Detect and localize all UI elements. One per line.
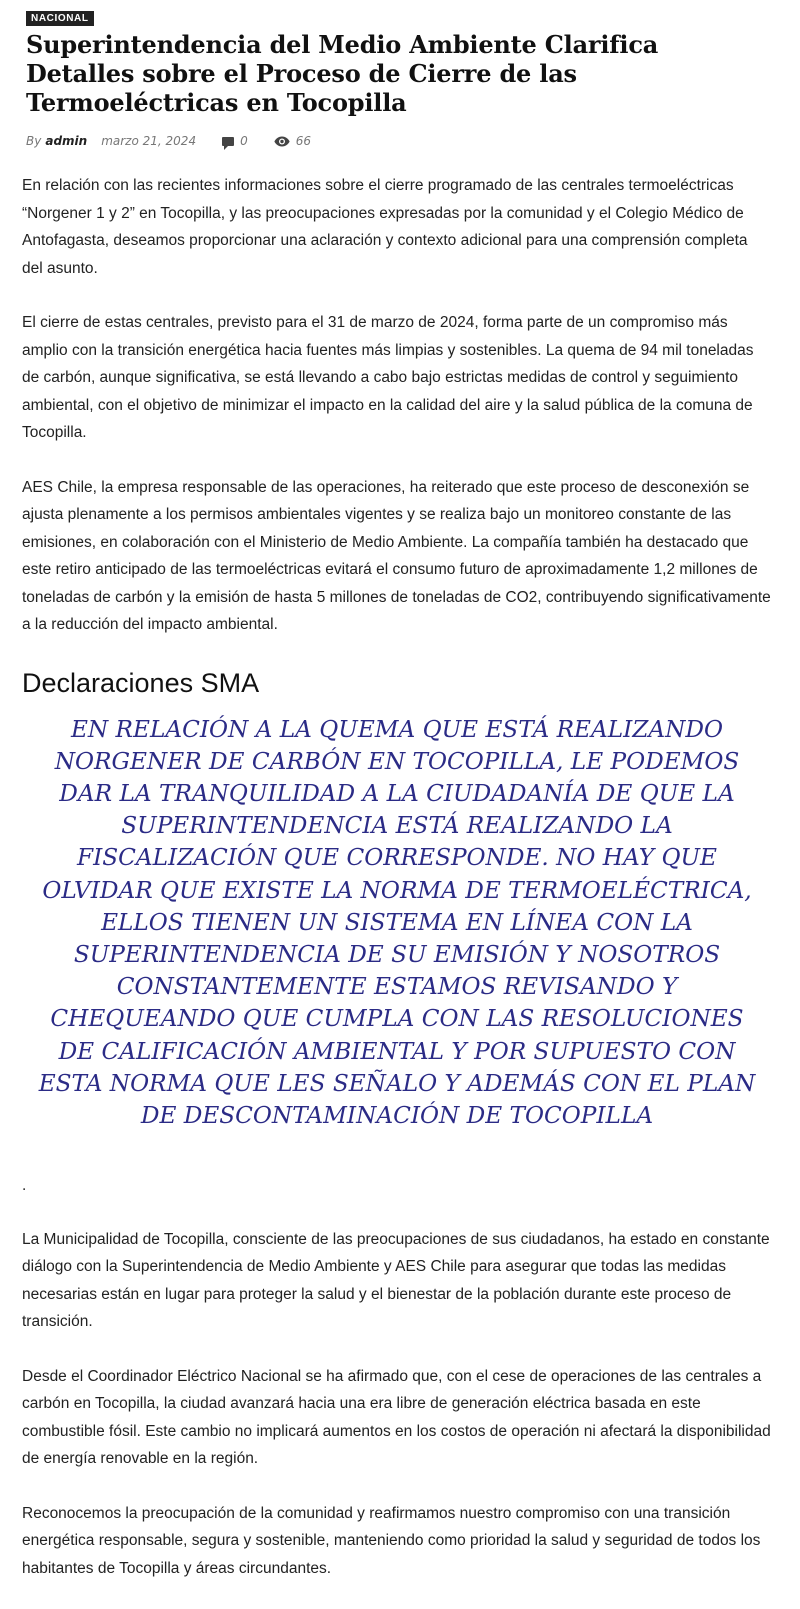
paragraph-intro-1: En relación con las recientes informaciones sobre el cierre programado de las centrales termoeléctricas “Norgener 1 y 2” en Tocopilla, y las preocupaciones expresadas por la comunidad y el Colegio Médico de Antofagasta, deseamos proporcionar una aclaración y contexto adicional para una comprensión completa del asunto. xyxy=(22,177,748,277)
pull-quote: EN RELACIÓN A LA QUEMA QUE ESTÁ REALIZANDO NORGENER DE CARBÓN EN TOCOPILLA, LE PODEMOS DAR LA TRANQUILIDAD A LA CIUDADANÍA DE QUE LA SUPERINTENDENCIA ESTÁ REALIZANDO LA FISCALIZACIÓN QUE CORRESPONDE. NO HAY QUE OLVIDAR QUE EXISTE LA NORMA DE TERMOELÉCTRICA, ELLOS TIENEN UN SISTEMA EN LÍNEA CON LA SUPERINTENDENCIA DE SU EMISIÓN Y NOSOTROS CONSTANTEMENTE ESTAMOS REVISANDO Y CHEQUEANDO QUE CUMPLA CON LAS RESOLUCIONES DE CALIFICACIÓN AMBIENTAL Y POR SUPUESTO CON ESTA NORMA QUE LES SEÑALO Y ADEMÁS CON EL PLAN DE DESCONTAMINACIÓN DE TOCOPILLA xyxy=(38,715,756,1129)
views-count: 66 xyxy=(295,134,311,148)
author-link[interactable]: admin xyxy=(45,134,88,148)
publish-date: marzo 21, 2024 xyxy=(101,134,197,148)
paragraph-closing-2: Desde el Coordinador Eléctrico Nacional se ha afirmado que, con el cese de operaciones de las centrales a carbón en Tocopilla, la ciudad avanzará hacia una era libre de generación eléctrica basada en este combustible fósil. Este cambio no implicará aumentos en los costos de operación ni afectará la disponibilidad de energía renovable en la región. xyxy=(22,1367,771,1468)
paragraph-intro-2: El cierre de estas centrales, previsto para el 31 de marzo de 2024, forma parte de un compromiso más amplio con la transición energética hacia fuentes más limpias y sostenibles. La quema de 94 mil toneladas de carbón, aunque significativa, se está llevando a cabo bajo estrictas medidas de control y seguimiento ambiental, con el objetivo de minimizar el impacto en la calidad del aire y la salud pública de la comuna de Tocopilla. xyxy=(22,314,754,441)
paragraph-closing-3: Reconocemos la preocupación de la comunidad y reafirmamos nuestro compromiso con una transición energética responsable, segura y sostenible, manteniendo como prioridad la salud y seguridad de todos los habitantes de Tocopilla y áreas circundantes. xyxy=(22,1504,761,1577)
category-badge[interactable]: NACIONAL xyxy=(26,11,94,26)
by-label: By xyxy=(26,134,42,148)
comment-bubble-icon[interactable] xyxy=(222,137,234,146)
paragraph-intro-3: AES Chile, la empresa responsable de las operaciones, ha reiterado que este proceso de desconexión se ajusta plenamente a los permisos ambientales vigentes y se realiza bajo un monitoreo constante de las emisiones, en colaboración con el Ministerio de Medio Ambiente. La compañía también ha destacado que este retiro anticipado de las termoeléctricas evitará el consumo futuro de aproximadamente 1,2 millones de toneladas de carbón y la emisión de hasta 5 millones de toneladas de CO2, contribuyendo significativamente a la reducción del impacto ambiental. xyxy=(22,478,771,633)
separator-dot: . xyxy=(22,1177,27,1195)
article-body xyxy=(22,172,772,1609)
eye-icon xyxy=(274,136,290,147)
paragraph-closing-1: La Municipalidad de Tocopilla, consciente de las preocupaciones de sus ciudadanos, ha estado en constante diálogo con la Superintendencia de Medio Ambiente y AES Chile para asegurar que todas las medidas necesarias están en lugar para proteger la salud y el bienestar de la población durante este proceso de transición. xyxy=(22,1230,770,1331)
section-heading: Declaraciones SMA xyxy=(22,667,260,698)
article-title: Superintendencia del Medio Ambiente Clarifica Detalles sobre el Proceso de Cierre de las Termoeléctricas en Tocopilla xyxy=(26,30,659,117)
article-meta xyxy=(26,133,311,149)
comments-count[interactable]: 0 xyxy=(240,134,248,148)
